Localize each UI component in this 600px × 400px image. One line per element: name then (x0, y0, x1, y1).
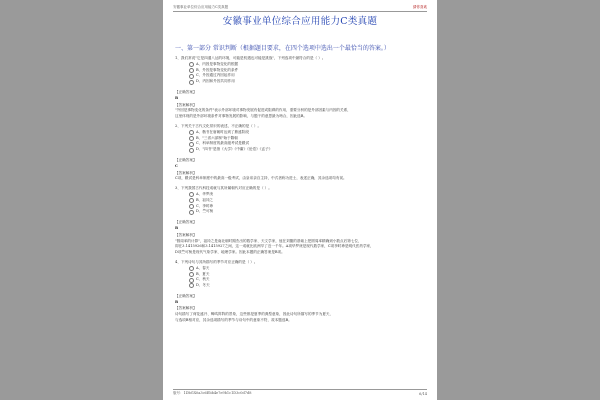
answer-label: 【正确答案】 (175, 293, 197, 298)
radio-icon (189, 130, 194, 135)
radio-icon (189, 204, 194, 209)
question-4-option-b[interactable]: B、夏天 (189, 272, 427, 278)
question-3-option-c[interactable]: C、李时珍 (189, 204, 427, 210)
radio-icon (189, 136, 194, 141)
question-2-option-c[interactable]: C、科举制度的最高级考试是殿试 (189, 141, 427, 147)
answer-label: 【正确答案】 (175, 89, 197, 94)
document-page (163, 0, 437, 400)
question-4-option-a[interactable]: A、春天 (189, 266, 427, 272)
header-left: 安徽事业单位综合应用能力C类真题 (173, 4, 229, 9)
radio-icon (189, 142, 194, 147)
question-3-analysis-line: 即在3.1415926和3.1415927之间，这一成就比欧洲早了近一千年。A项华罗庚是现代数学家，C项李时珍是明代医药学家， (175, 244, 374, 249)
question-4-analysis-line: 与选项B相对应，其余选项描写的季节与诗句中的意象不符，故本题选B。 (175, 318, 292, 323)
radio-icon (189, 210, 194, 215)
question-1-option-b[interactable]: B、外因是事物变化的条件 (189, 68, 427, 74)
question-4-option-d[interactable]: D、冬天 (189, 283, 427, 289)
section-heading: 一、第一部分 常识判断（根据题目要求，在四个选项中选出一个最恰当的答案。） (175, 45, 390, 52)
question-3-analysis-line: "圆周率的计算"，祖冲之是南北朝时期杰出的数学家、天文学家，他在刘徽的基础上把圆周率精确到小数点后第七位， (175, 238, 362, 243)
radio-icon (189, 266, 194, 271)
radio-icon (189, 62, 194, 67)
radio-icon (189, 198, 194, 203)
question-1-option-a[interactable]: A、内因是事物变化的根据 (189, 62, 427, 68)
question-1-answer: B (175, 95, 179, 100)
analysis-label: 【答案解析】 (175, 102, 197, 107)
question-1-analysis-line: "外因是事物变化的条件"表示外部环境对事物发展有促进或阻碍的作用，需要分析的是外部因素与内因的关系， (175, 108, 351, 113)
radio-icon (189, 80, 194, 85)
question-3-answer: B (175, 225, 179, 230)
page-header (173, 3, 427, 12)
radio-icon (189, 272, 194, 277)
question-3-analysis-line: D项竺可桢是现代气象学家、地理学家。因此本题的正确答案是B项。 (175, 250, 285, 255)
document-title: 安徽事业单位综合应用能力C类真题 (222, 16, 378, 27)
answer-label: 【正确答案】 (175, 157, 197, 162)
question-2-option-d[interactable]: D、"四书"是指《大学》《中庸》《论语》《孟子》 (189, 147, 427, 153)
analysis-label: 【答案解析】 (175, 232, 197, 237)
page-number: 6/14 (419, 391, 427, 396)
answer-label: 【正确答案】 (175, 220, 197, 225)
question-4-analysis-line: 诗句描写了荷花盛开、蝉鸣阵阵的景象，这些都是夏季的典型意象，因此诗句所描写的季节为夏天， (175, 312, 334, 317)
question-2-analysis-line: C项，殿试是科举制度中的最高一级考试，由皇帝亲自主持，中式者称为进士，表述正确，其余选项均有误。 (175, 176, 347, 181)
question-4-option-c[interactable]: C、秋天 (189, 277, 427, 283)
question-1-option-d[interactable]: D、内因和外因共同作用 (189, 79, 427, 85)
question-2-option-a[interactable]: A、楷书在唐朝时达到了鼎盛阶段 (189, 130, 427, 136)
radio-icon (189, 278, 194, 283)
question-3-option-a[interactable]: A、华罗庚 (189, 192, 427, 198)
question-2-answer: C (175, 163, 178, 168)
question-3: 3、下列我国古代科技成就与其所属朝代对应正确的是（ ）。 (175, 186, 272, 191)
question-4: 4、下列诗句与其所描写的季节对应正确的是（ ）。 (175, 259, 258, 264)
page-footer (173, 389, 427, 397)
radio-icon (189, 68, 194, 73)
question-1: 1、我们常说"它是四通八达的环境，可能是机遇也可能是挑战"，下列选项中最符合的是（ ）。 (175, 56, 326, 60)
radio-icon (189, 283, 194, 288)
document-body (175, 56, 427, 324)
radio-icon (189, 192, 194, 197)
radio-icon (189, 74, 194, 79)
question-3-option-b[interactable]: B、祖冲之 (189, 198, 427, 204)
question-2-option-b[interactable]: B、"三省六部制"始于隋朝 (189, 136, 427, 142)
question-1-option-c[interactable]: C、外因通过内因起作用 (189, 73, 427, 79)
question-1-analysis-line: 这里体现的是外部环境条件对事物发展的影响，与题干的意思最为吻合，因此选B。 (175, 114, 308, 119)
footer-left: 版号：1DbGX0a3c6Ebb4e7e9b1c1D3c0d7d8 (173, 391, 252, 395)
header-right-link[interactable]: 猜你喜欢 (413, 4, 427, 9)
analysis-label: 【答案解析】 (175, 306, 197, 311)
question-2: 2、下列关于古代文化常识的表述，不正确的是（ ）。 (175, 123, 262, 128)
analysis-label: 【答案解析】 (175, 170, 197, 175)
radio-icon (189, 148, 194, 153)
question-4-answer: B (175, 299, 179, 304)
question-3-option-d[interactable]: D、竺可桢 (189, 209, 427, 215)
